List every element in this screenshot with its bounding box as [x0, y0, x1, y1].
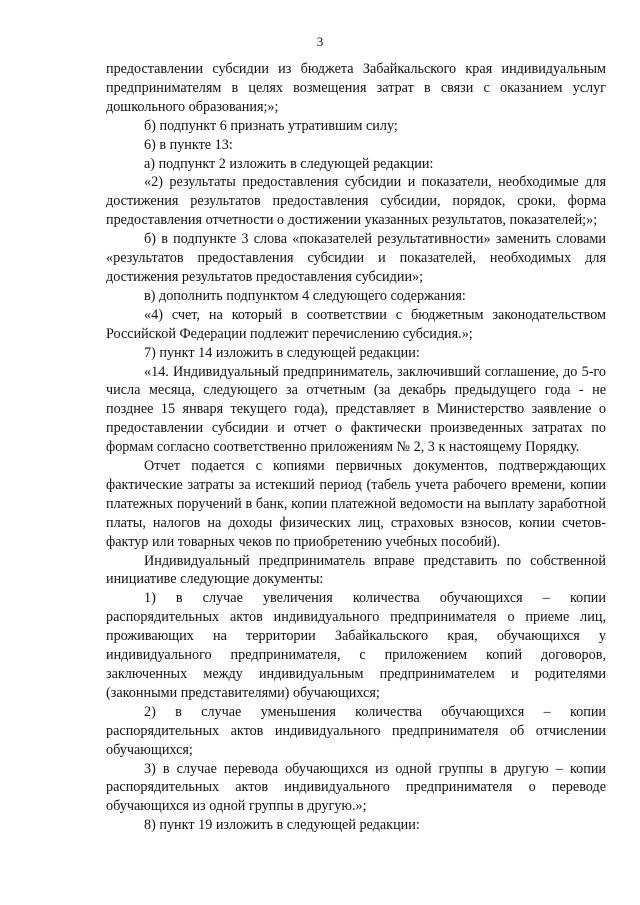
- paragraph: «2) результаты предоставления субсидии и показатели, необходимые для достижения результатов предоставления субсидии, порядок, сроки, форма предоставления отчетности о достижении указанных результатов, показателей;»;: [106, 174, 606, 229]
- paragraph: а) подпункт 2 изложить в следующей редакции:: [144, 155, 434, 172]
- paragraph: «4) счет, на который в соответствии с бюджетным законодательством Российской Федерации подлежит перечислению субсидия.»;: [106, 306, 606, 342]
- paragraph: в) дополнить подпунктом 4 следующего содержания:: [144, 287, 466, 304]
- paragraph: 3) в случае перевода обучающихся из одной группы в другую – копии распорядительных актов индивидуального предпринимателя о переводе обучающихся из одной группы в другую.»;: [106, 760, 606, 815]
- paragraph: предоставлении субсидии из бюджета Забайкальского края индивидуальным предпринимателям в целях возмещения затрат в связи с оказанием услуг дошкольного образования;»;: [106, 61, 606, 115]
- paragraph: 1) в случае увеличения количества обучающихся – копии распорядительных актов индивидуального предпринимателя о приеме лиц, проживающих на территории Забайкальского края, обучающихся у индивидуального предпринимателя, с приложением копий договоров, заключенных между индивидуальным предпринимателем и родителями (законными представителями) обучающихся;: [106, 590, 606, 701]
- page-number: 3: [316, 34, 324, 49]
- paragraph: Отчет подается с копиями первичных документов, подтверждающих фактические затраты за истекший период (табель учета рабочего времени, копии платежных поручений в банк, копии платежной ведомости на выплату заработной платы, налогов на доходы физических лиц, страховых взносов, копии счетов-фактур или товарных чеков по приобретению учебных пособий).: [106, 458, 606, 550]
- paragraph: 6) в пункте 13:: [144, 136, 233, 153]
- paragraph: 7) пункт 14 изложить в следующей редакции:: [144, 344, 420, 361]
- paragraph: б) в подпункте 3 слова «показателей результативности» заменить словами «результатов предоставления субсидии и показателей, необходимых для достижения результатов предоставления субсидии»;: [106, 231, 606, 285]
- paragraph: б) подпункт 6 признать утратившим силу;: [144, 117, 398, 134]
- paragraph: «14. Индивидуальный предприниматель, заключивший соглашение, до 5-го числа месяца, следующего за отчетным (за декабрь предыдущего года - не позднее 15 января текущего года), представляет в Министерство заявление о предоставлении субсидии и отчет о фактически произведенных затратах по формам согласно соответственно приложениям № 2, 3 к настоящему Порядку.: [106, 363, 606, 456]
- paragraph: 2) в случае уменьшения количества обучающихся – копии распорядительных актов индивидуального предпринимателя об отчислении обучающихся;: [106, 703, 606, 758]
- document-body: [106, 60, 606, 835]
- paragraph: 8) пункт 19 изложить в следующей редакции:: [144, 817, 420, 834]
- paragraph: Индивидуальный предприниматель вправе представить по собственной инициативе следующие документы:: [106, 552, 606, 588]
